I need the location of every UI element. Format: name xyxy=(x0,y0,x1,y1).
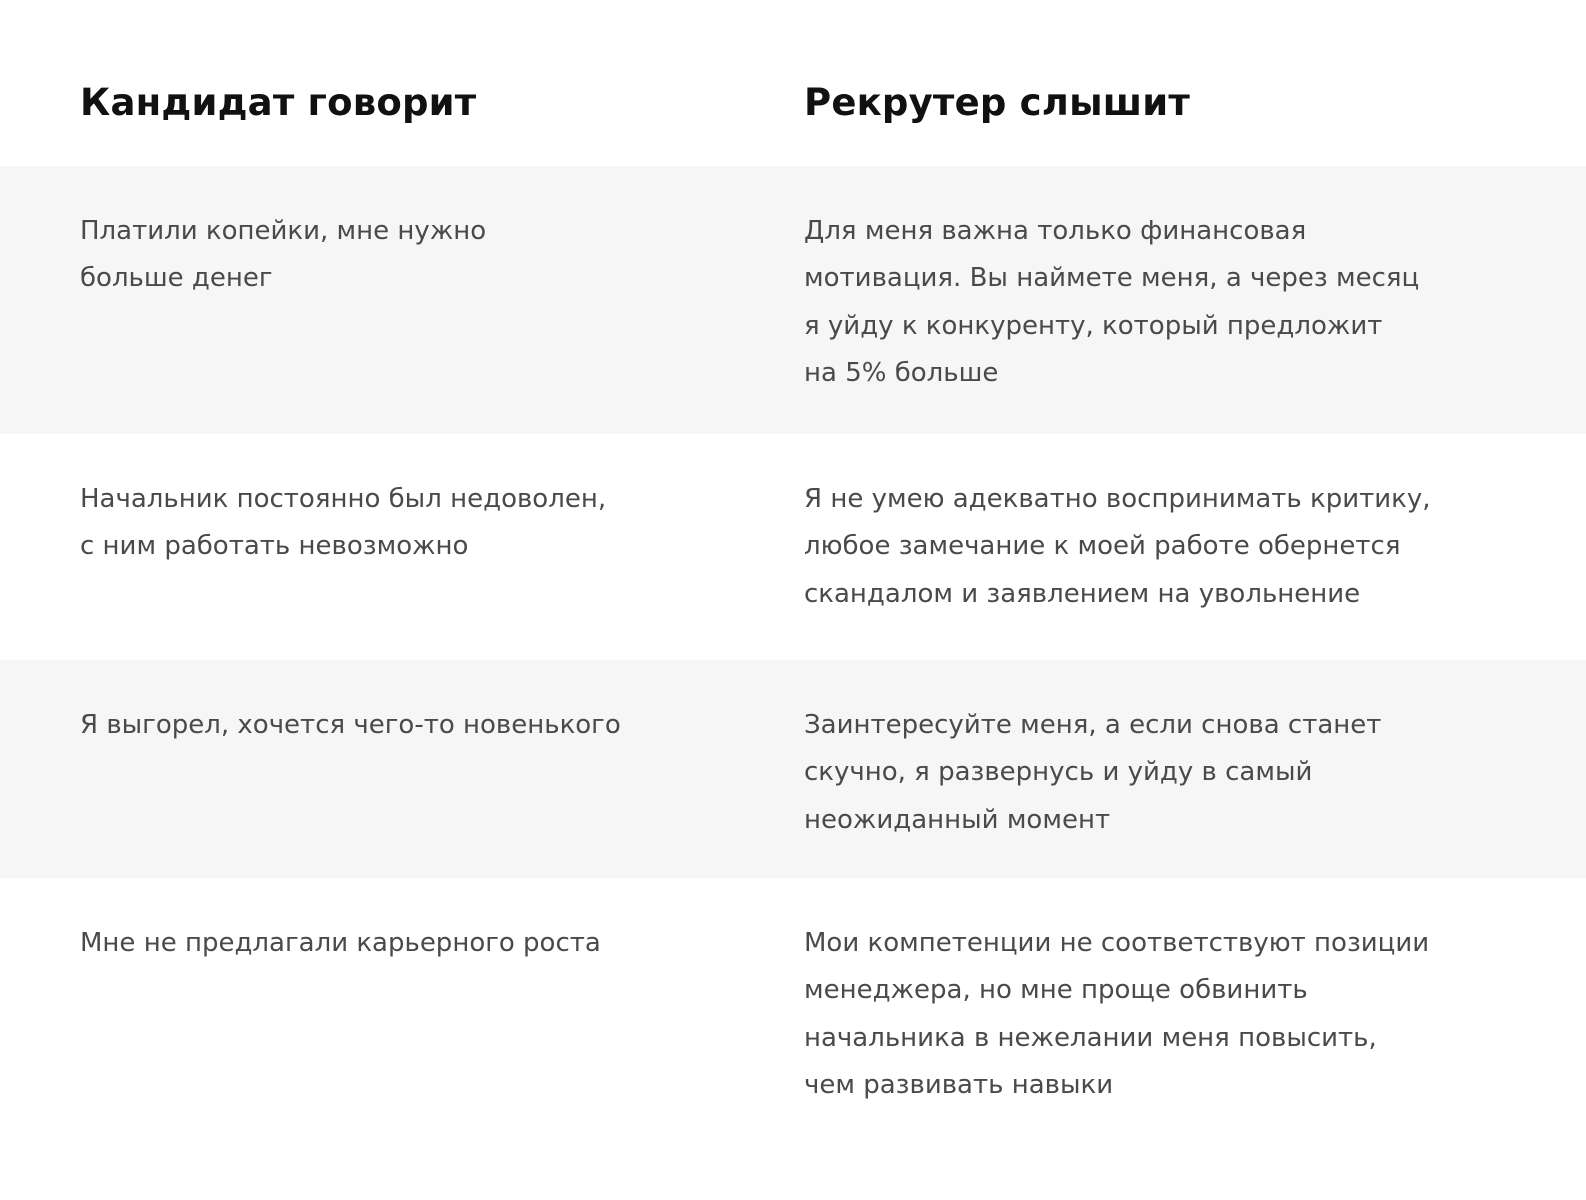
candidate-statement xyxy=(80,476,606,571)
recruiter-interpretation xyxy=(804,476,1431,618)
text-line: Заинтересуйте меня, а если снова станет xyxy=(804,710,1382,740)
header-candidate-says: Кандидат говорит xyxy=(80,81,477,124)
table-row xyxy=(0,166,1586,434)
text-line: скучно, я развернусь и уйду в самый xyxy=(804,757,1313,788)
text-line: неожиданный момент xyxy=(804,804,1111,835)
header-recruiter-hears: Рекрутер слышит xyxy=(804,81,1190,124)
text-line: Я выгорел, хочется чего-то новенького xyxy=(80,710,621,740)
text-line: менеджера, но мне проще обвинить xyxy=(804,975,1308,1006)
text-line: больше денег xyxy=(80,263,273,294)
candidate-statement xyxy=(80,702,621,749)
text-line: Я не умею адекватно воспринимать критику, xyxy=(804,484,1431,514)
table-row xyxy=(0,878,1586,1200)
text-line: мотивация. Вы наймете меня, а через месяц xyxy=(804,263,1420,294)
text-line: начальника в нежелании меня повысить, xyxy=(804,1022,1377,1053)
table-header xyxy=(0,0,1586,166)
recruiter-interpretation xyxy=(804,702,1381,844)
candidate-statement xyxy=(80,920,601,967)
text-line: Мои компетенции не соответствуют позиции xyxy=(804,928,1430,958)
table-row xyxy=(0,660,1586,878)
text-line: с ним работать невозможно xyxy=(80,531,469,562)
text-line: я уйду к конкуренту, который предложит xyxy=(804,310,1383,341)
text-line: чем развивать навыки xyxy=(804,1069,1114,1100)
text-line: Для меня важна только финансовая xyxy=(804,216,1307,246)
text-line: Мне не предлагали карьерного роста xyxy=(80,928,601,958)
table-row xyxy=(0,434,1586,660)
text-line: скандалом и заявлением на увольнение xyxy=(804,578,1361,609)
text-line: на 5% больше xyxy=(804,357,999,388)
recruiter-interpretation xyxy=(804,920,1429,1109)
text-line: Платили копейки, мне нужно xyxy=(80,216,487,246)
text-line: Начальник постоянно был недоволен, xyxy=(80,484,607,514)
text-line: любое замечание к моей работе обернется xyxy=(804,531,1401,562)
candidate-statement xyxy=(80,208,486,303)
recruiter-interpretation xyxy=(804,208,1419,397)
